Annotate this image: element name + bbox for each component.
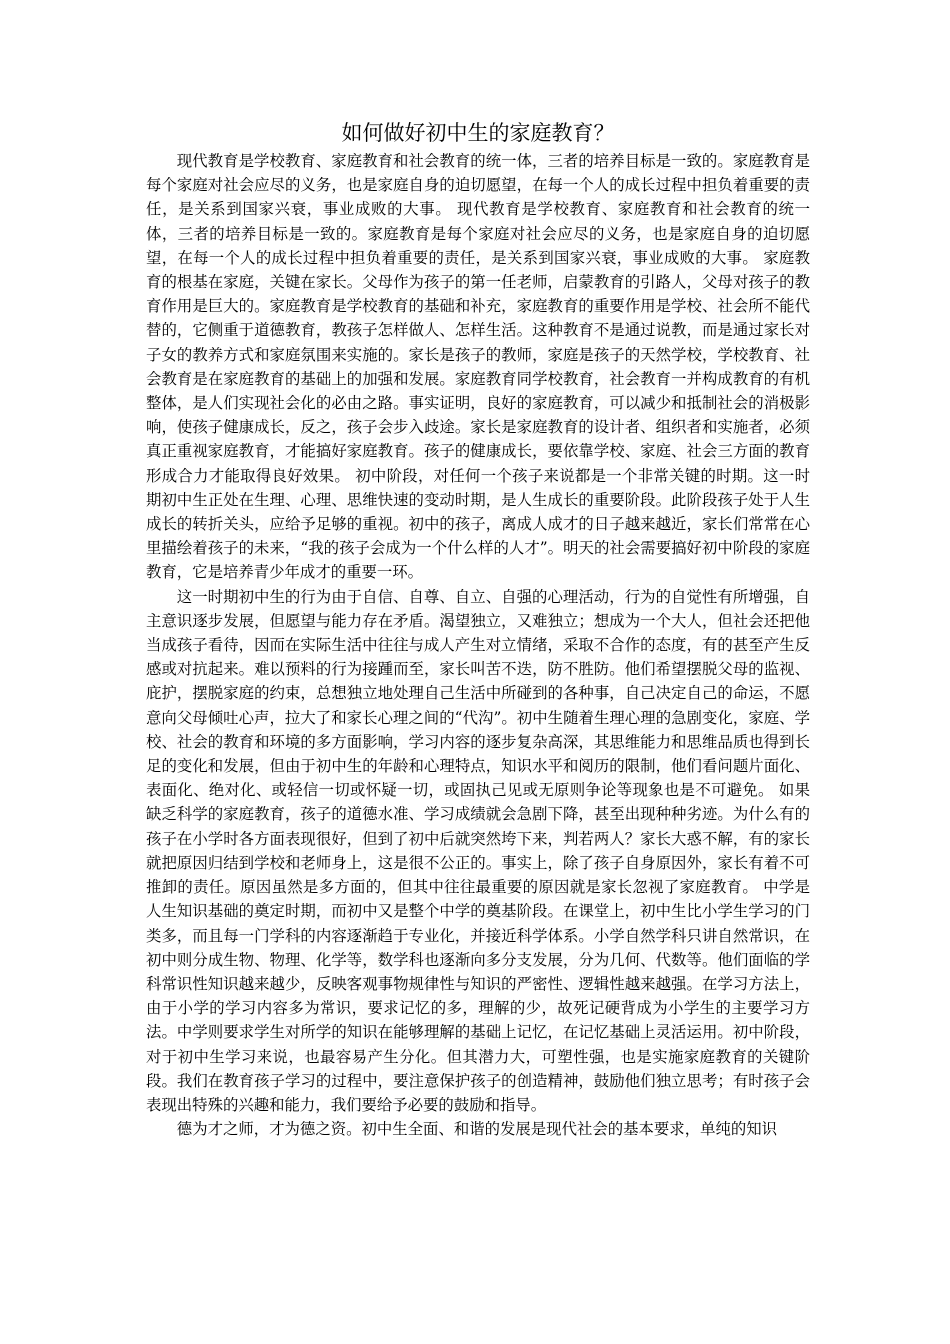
paragraph-3: 德为才之师，才为德之资。初中生全面、和谐的发展是现代社会的基本要求，单纯的知识: [176, 1120, 778, 1139]
paragraph-1: 现代教育是学校教育、家庭教育和社会教育的统一体，三者的培养目标是一致的。家庭教育是每个家庭对社会应尽的义务，也是家庭自身的迫切愿望，在每一个人的成长过程中担负着重要的责任，是关系到国家兴衰，事业成败的大事。 现代教育是学校教育、家庭教育和社会教育的统一体，三者的培养目标是一致的。家庭教育是每个家庭对社会应尽的义务，也是家庭自身的迫切愿望，在每一个人的成长过程中担负着重要的责任，是关系到国家兴衰，事业成败的大事。 家庭教育的根基在家庭，关键在家长。父母作为孩子的第一任老师，启蒙教育的引路人，父母对孩子的教育作用是巨大的。家庭教育是学校教育的基础和补充，家庭教育的重要作用是学校、社会所不能代替的，它侧重于道德教育，教孩子怎样做人、怎样生活。这种教育不是通过说教，而是通过家长对子女的教养方式和家庭氛围来实施的。家长是孩子的教师，家庭是孩子的天然学校，学校教育、社会教育是在家庭教育的基础上的加强和发展。家庭教育同学校教育，社会教育一并构成教育的有机整体，是人们实现社会化的必由之路。事实证明，良好的家庭教育，可以减少和抵制社会的消极影响，使孩子健康成长，反之，孩子会步入歧途。家长是家庭教育的设计者、组织者和实施者，必须真正重视家庭教育，才能搞好家庭教育。孩子的健康成长，要依靠学校、家庭、社会三方面的教育形成合力才能取得良好效果。 初中阶段，对任何一个孩子来说都是一个非常关键的时期。这一时期初中生正处在生理、心理、思维快速的变动时期，是人生成长的重要阶段。此阶段孩子处于人生成长的转折关头，应给予足够的重视。初中的孩子，离成人成才的日子越来越近，家长们常常在心里描绘着孩子的未来，“我的孩子会成为一个什么样的人才”。明天的社会需要搞好初中阶段的家庭教育，它是培养青少年成才的重要一环。: [146, 152, 810, 582]
paragraph-2: 这一时期初中生的行为由于自信、自尊、自立、自强的心理活动，行为的自觉性有所增强，自主意识逐步发展，但愿望与能力存在矛盾。渴望独立，又难独立；想成为一个大人，但社会还把他当成孩子看待，因而在实际生活中往往与成人产生对立情绪，采取不合作的态度，有的甚至产生反感或对抗起来。难以预料的行为接踵而至，家长叫苦不迭，防不胜防。他们希望摆脱父母的监视、庇护，摆脱家庭的约束，总想独立地处理自己生活中所碰到的各种事，自己决定自己的命运，不愿意向父母倾吐心声，拉大了和家长心理之间的“代沟”。初中生随着生理心理的急剧变化，家庭、学校、社会的教育和环境的多方面影响，学习内容的逐步复杂高深，其思维能力和思维品质也得到长足的变化和发展，但由于初中生的年龄和心理特点，知识水平和阅历的限制，他们看问题片面化、表面化、绝对化、或轻信一切或怀疑一切，或固执己见或无原则争论等现象也是不可避免。 如果缺乏科学的家庭教育，孩子的道德水准、学习成绩就会急剧下降，甚至出现种种劣迹。为什么有的孩子在小学时各方面表现很好，但到了初中后就突然垮下来，判若两人？家长大惑不解，有的家长就把原因归结到学校和老师身上，这是很不公正的。事实上，除了孩子自身原因外，家长有着不可推卸的责任。原因虽然是多方面的，但其中往往最重要的原因就是家长忽视了家庭教育。 中学是人生知识基础的奠定时期，而初中又是整个中学的奠基阶段。在课堂上，初中生比小学生学习的门类多，而且每一门学科的内容逐渐趋于专业化，并接近科学体系。小学自然学科只讲自然常识，在初中则分成生物、物理、化学等，数学科也逐渐向多分支发展，分为几何、代数等。他们面临的学科常识性知识越来越少，反映客观事物规律性与知识的严密性、逻辑性越来越强。在学习方法上，由于小学的学习内容多为常识，要求记忆的多，理解的少，故死记硬背成为小学生的主要学习方法。中学则要求学生对所学的知识在能够理解的基础上记忆，在记忆基础上灵活运用。初中阶段，对于初中生学习来说，也最容易产生分化。但其潜力大，可塑性强，也是实施家庭教育的关键阶段。我们在教育孩子学习的过程中，要注意保护孩子的创造精神，鼓励他们独立思考；有时孩子会表现出特殊的兴趣和能力，我们要给予必要的鼓励和指导。: [146, 587, 810, 1114]
document-page: [146, 118, 810, 1141]
document-title: 如何做好初中生的家庭教育？: [341, 121, 615, 145]
